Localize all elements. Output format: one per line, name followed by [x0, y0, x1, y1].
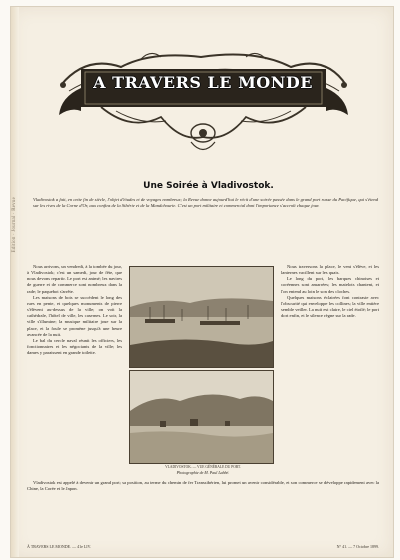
left-paragraph: Les maisons de bois se succèdent le long des rues en pente, et quelques monuments de pierre s'élèvent au-dessus de la ville; on voit la cathédrale, l'hôtel de ville, les casernes. Le soir, la ville s'illumine; la musique militaire joue sur la place, et la foule se promène jusqu'à une heure avancée de la nuit. — [27, 294, 122, 337]
masthead-ornament — [41, 47, 366, 167]
photo-credit: Photographie de M. Paul Labbé. — [176, 470, 230, 475]
article-title: Une Soirée à Vladivostok. — [143, 181, 274, 191]
bottom-text — [27, 480, 379, 530]
landscape-photo — [129, 370, 274, 464]
side-caption: Édition · Journal · Revue — [12, 197, 17, 253]
left-paragraph: Nous arrivons, un vendredi, à la tombée du jour, à Vladivostok; c'est un samedi, jour de fête, que nous devons repartir. Le port est animé; les navires de guerre et de commerce sont nombreux dans la rade; le paquebot s'arrête. — [27, 264, 122, 294]
figure-caption: VLADIVOSTOK. — VUE GÉNÉRALE DU PORT. — [165, 465, 241, 469]
footer-right: N° 41. — 7 Octobre 1899. — [336, 544, 379, 549]
right-paragraph: Le long du port, les barques chinoises et coréennes sont amarrées; les matelots chantent, et l'on entend au loin le son des cloches. — [281, 276, 379, 294]
masthead — [41, 47, 366, 167]
masthead-title: A TRAVERS LE MONDE — [93, 73, 313, 92]
magazine-page — [10, 6, 394, 558]
page-footer — [27, 544, 379, 550]
bottom-paragraph: Vladivostok est appelé à devenir un grand port; sa position, au terme du chemin de fer Transsibérien, lui promet un avenir considérable, et son commerce se développe rapidement avec la Chine, la Corée et le Japon. — [27, 480, 379, 492]
right-paragraph: Nous traversons la place, le vent s'élève, et les lanternes vacillent sur les quais. — [281, 264, 379, 276]
article-intro: Vladivostok a fait, en cette fin de siècle, l'objet d'études et de voyages nombreux; la Revue donne aujourd'hui le récit d'une soirée passée dans le grand port russe du Pacifique, qui s'étend sur les rives de la Corne d'Or, aux confins de la Sibérie et de la Mandchourie. C'est un port militaire et commercial dont l'importance s'accroît chaque jour. — [33, 197, 378, 208]
right-paragraph: Quelques maisons éclairées font contraste avec l'obscurité qui enveloppe les collines; la ville entière semble veiller. La nuit est claire, le ciel étoilé; le port dort enfin, et le silence règne sur la rade. — [281, 294, 379, 319]
harbor-photo — [129, 266, 274, 368]
footer-left: À TRAVERS LE MONDE. — 41e LIV. — [27, 544, 92, 549]
article-figure — [129, 266, 277, 475]
left-paragraph: Le bal du cercle naval réunit les officiers, les fonctionnaires et les négociants de la ville; les dames y paraissent en grande toilette. — [27, 337, 122, 356]
page-spine — [11, 7, 19, 557]
